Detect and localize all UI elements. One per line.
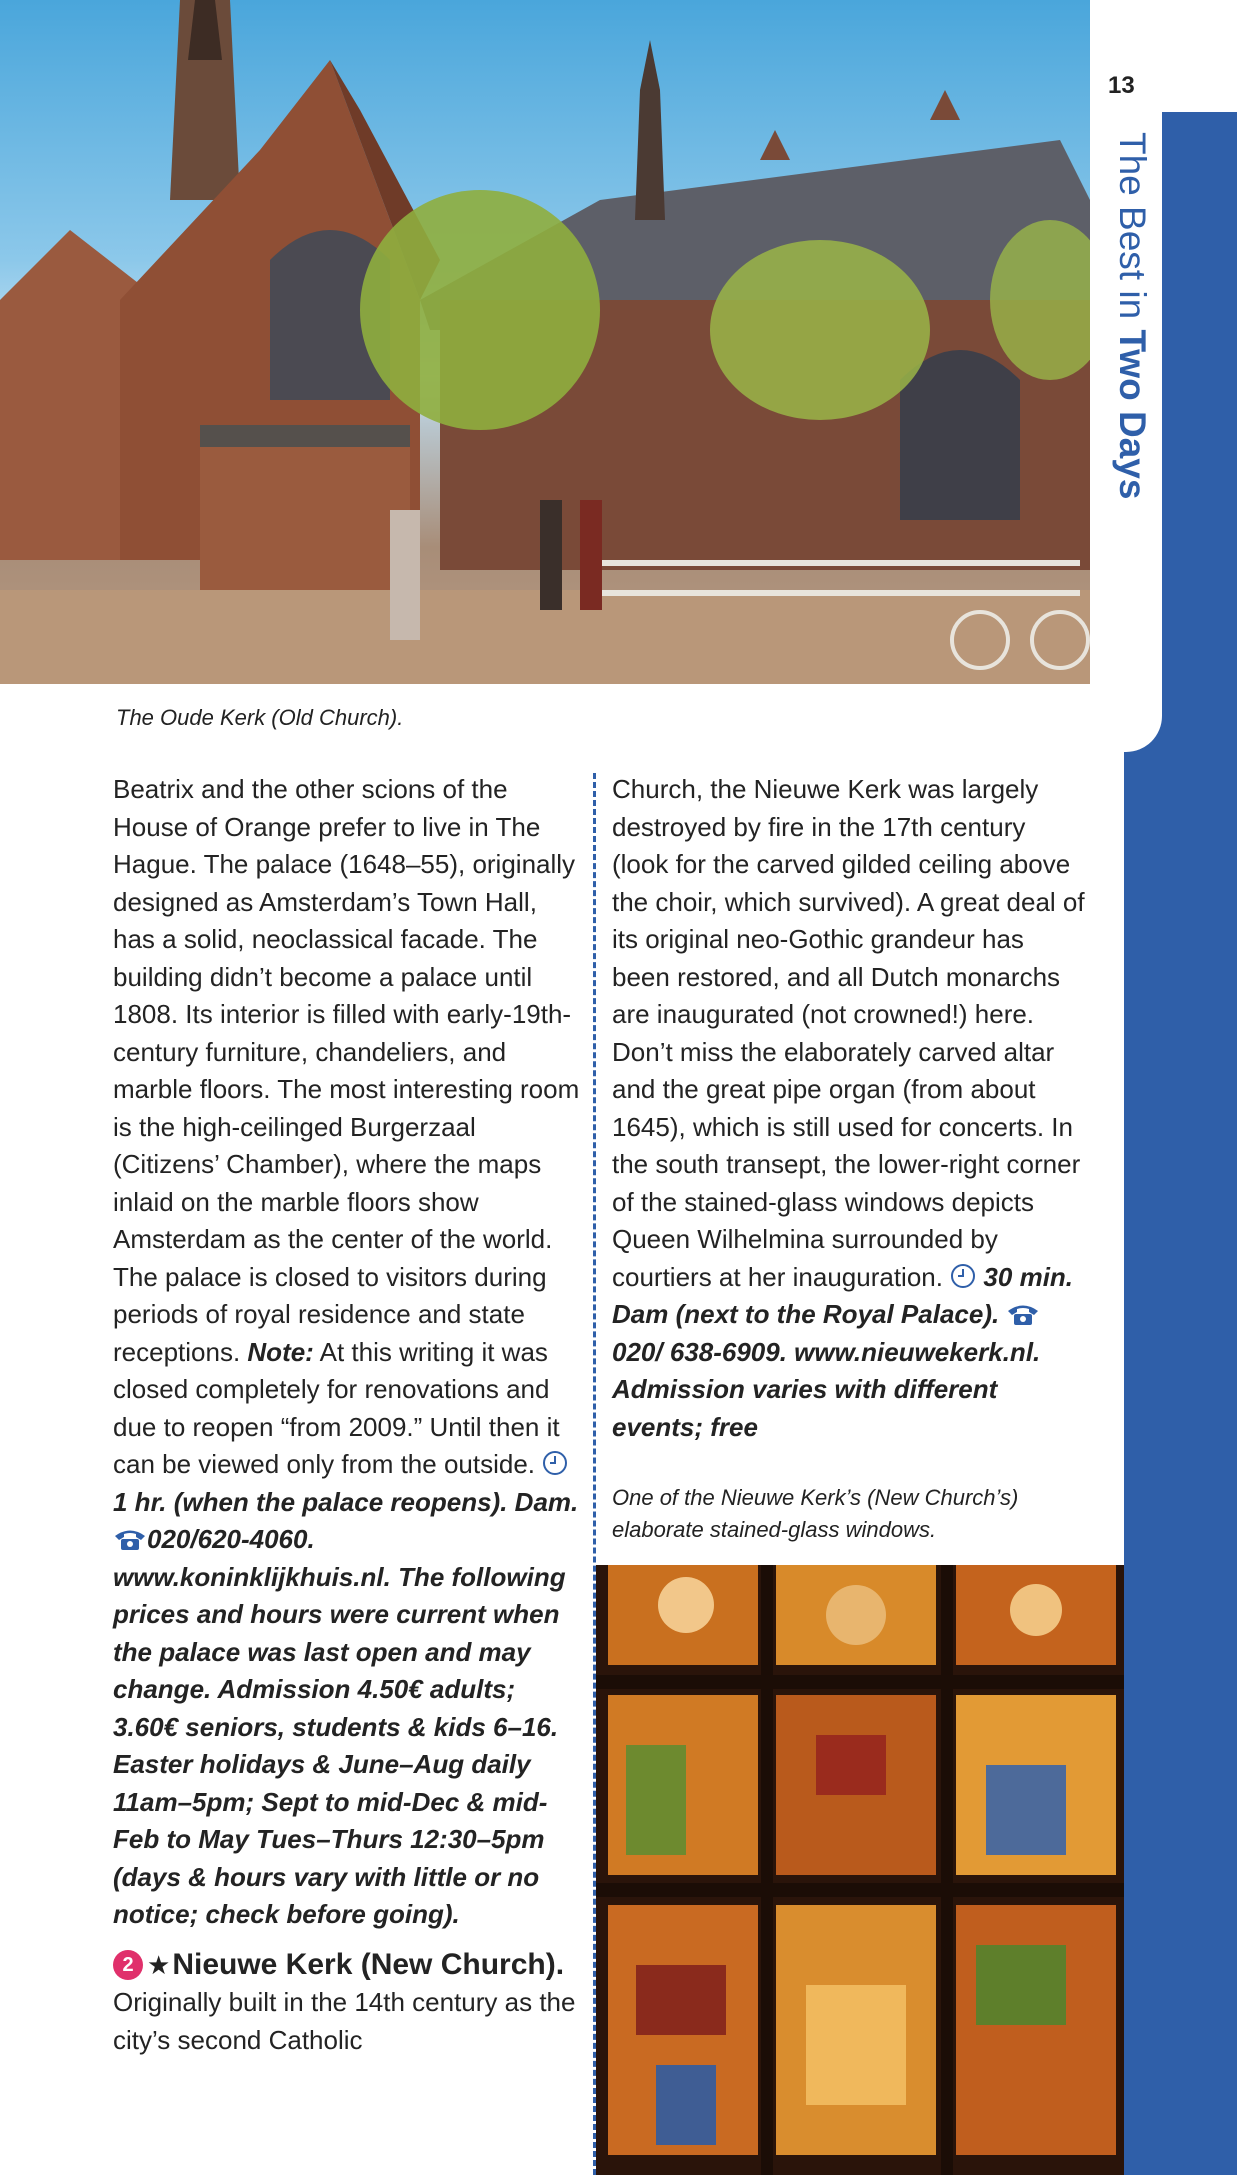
nieuwe-kerk-body: Church, the Nieuwe Kerk was largely destroyed by fire in the 17th century (look for the carved gilded ceiling above the choir, which survived). A great deal of its original neo-Gothic grandeur has been restored, and all Dutch monarchs are inaugurated (not crowned!) here. Don’t miss the elaborately carved altar and the great pipe organ (from about 1645), which is still used for concerts. In the south transept, the lower-right corner of the stained-glass windows depicts Queen Wilhelmina surrounded by courtiers at her inauguration. (612, 774, 1085, 1292)
palace-paragraph (113, 771, 581, 1934)
page-number: 13 (1108, 72, 1135, 99)
phone-icon (1006, 1302, 1040, 1326)
nieuwe-kerk-info-details: 020/ 638-6909. www.nieuwekerk.nl. Admission varies with different events; free (612, 1336, 1041, 1442)
clock-icon (542, 1450, 568, 1476)
left-column (113, 771, 581, 2059)
palace-info-time: 1 hr. (when the palace reopens). Dam. (113, 1486, 579, 1517)
nieuwe-kerk-info-time: 30 min. Dam (next to the Royal Palace). (612, 1261, 1074, 1329)
right-column (612, 771, 1087, 1446)
phone-icon (113, 1527, 147, 1551)
palace-body-1: Beatrix and the other scions of the House of Orange prefer to live in The Hague. The palace (1648–55), originally designed as Amsterdam’s Town Hall, has a solid, neoclassical facade. The building didn’t become a palace until 1808. Its interior is filled with early-19th-century furniture, chandeliers, and marble floors. The most interesting room is the high-ceilinged Burgerzaal (Citizens’ Chamber), where the maps inlaid on the marble floors show Amsterdam as the center of the world. The palace is closed to visitors during periods of royal residence and state receptions. (113, 774, 580, 1367)
section-title-bold: Two Days (1112, 329, 1153, 500)
entry-title: Nieuwe Kerk (New Church). (172, 1947, 565, 1981)
nieuwe-kerk-entry (113, 1946, 581, 2060)
nieuwe-kerk-paragraph (612, 771, 1087, 1446)
palace-body-2: At this writing it was closed completely for renovations and due to reopen “from 2009.” Until then it can be viewed only from the outside. (113, 1336, 560, 1479)
entry-number-badge: 2 (113, 1950, 143, 1980)
palace-info-details: 020/620-4060. www.koninklijkhuis.nl. The following prices and hours were current when the palace was last open and may change. Admission 4.50€ adults; 3.60€ seniors, students & kids 6–16. Easter holidays & June–Aug daily 11am–5pm; Sept to mid-Dec & mid-Feb to May Tues–Thurs 12:30–5pm (days & hours vary with little or no notice; check before going). (113, 1524, 566, 1929)
entry-text: Originally built in the 14th century as the city’s second Catholic (113, 1987, 576, 2055)
stained-glass-photo (596, 1565, 1124, 2175)
oude-kerk-photo (0, 0, 1090, 684)
section-title-plain: The Best in (1112, 132, 1153, 330)
stained-glass-caption: One of the Nieuwe Kerk’s (New Church’s) elaborate stained-glass windows. (612, 1485, 1019, 1542)
section-title (1113, 132, 1153, 652)
note-label: Note: (247, 1336, 314, 1367)
star-icon: ★ (147, 1949, 171, 1980)
clock-icon (950, 1263, 976, 1289)
oude-kerk-caption: The Oude Kerk (Old Church). (116, 705, 404, 730)
